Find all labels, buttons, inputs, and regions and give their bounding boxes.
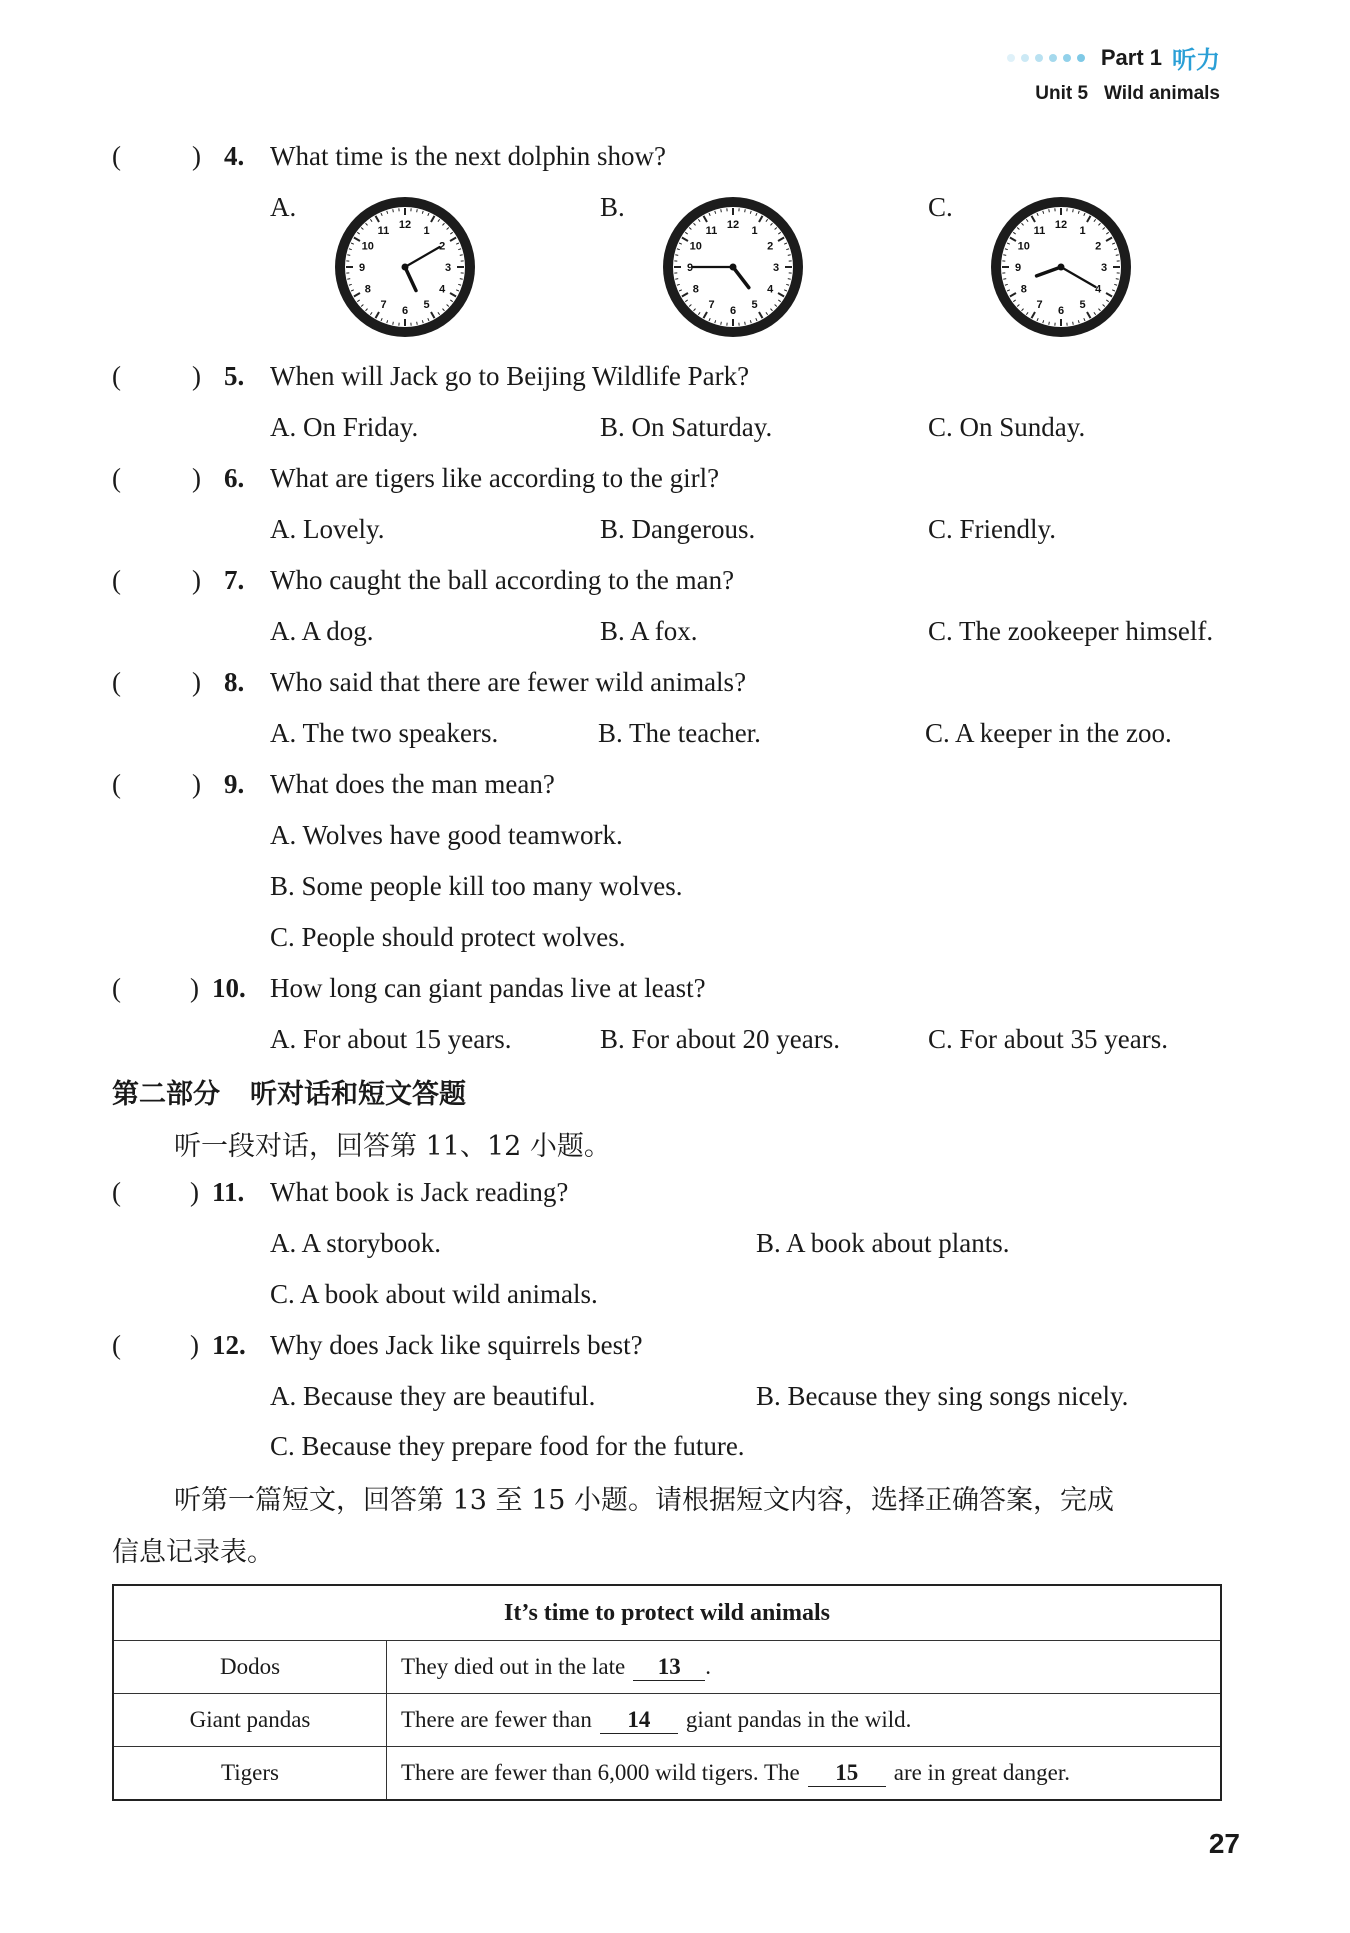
clock-numeral: 4	[767, 283, 774, 296]
question-6	[112, 458, 1262, 498]
clock-option-b-icon[interactable]	[660, 194, 806, 340]
clock-numeral: 2	[1095, 240, 1102, 253]
table-header-row	[113, 1585, 1221, 1641]
info-record-table	[112, 1584, 1222, 1801]
clock-numeral: 8	[1020, 283, 1027, 296]
question-number: 5.	[224, 360, 245, 391]
question-11	[112, 1172, 1262, 1212]
section-subtitle: 听对话和短文答题	[250, 1079, 466, 1110]
unit-label: Unit 5	[1035, 83, 1089, 104]
table-row-content	[387, 1747, 1222, 1801]
option-c[interactable]: C. The zookeeper himself.	[928, 615, 1214, 646]
clock-option-a-label[interactable]: A.	[270, 192, 297, 222]
clock-numeral: 6	[401, 305, 409, 317]
answer-paren-open[interactable]: (	[112, 768, 121, 799]
question-8	[112, 662, 1262, 702]
option-a[interactable]: A. The two speakers.	[270, 717, 499, 748]
question-4	[112, 136, 1262, 176]
question-number: 11.	[212, 1176, 245, 1207]
clock-numeral: 10	[361, 240, 374, 253]
table-row-content	[387, 1641, 1222, 1694]
question-text: What does the man mean?	[270, 768, 555, 799]
section-title	[112, 1072, 466, 1111]
clock-numeral: 2	[439, 240, 446, 253]
clock-numeral: 2	[767, 240, 774, 253]
question-number: 7.	[224, 564, 245, 595]
instruction-dialogue: 听一段对话，回答第 11、12 小题。	[174, 1131, 611, 1162]
question-text: Who caught the ball according to the man?	[270, 564, 735, 595]
option-b[interactable]: B. On Saturday.	[600, 411, 773, 442]
row-text-after: are in great danger.	[893, 1759, 1070, 1785]
answer-paren-close: )	[192, 768, 201, 799]
part-label: Part 1	[1100, 44, 1162, 70]
clock-option-a-icon[interactable]	[332, 194, 478, 340]
answer-paren-close: )	[190, 1176, 199, 1207]
instruction-passage: 听第一篇短文，回答第 13 至 15 小题。请根据短文内容，选择正确答案，完成	[174, 1485, 1115, 1516]
question-number: 8.	[224, 666, 245, 697]
part-chinese-label: 听力	[1172, 46, 1220, 74]
question-number: 6.	[224, 462, 245, 493]
option-a[interactable]: A. A dog.	[270, 615, 374, 646]
clock-numeral: 10	[1017, 240, 1030, 253]
option-b[interactable]: B. The teacher.	[598, 717, 761, 748]
unit-title: Wild animals	[1104, 83, 1220, 104]
answer-paren-open[interactable]: (	[112, 1176, 121, 1207]
row-text-before: There are fewer than	[401, 1706, 592, 1732]
question-10	[112, 968, 1262, 1008]
clock-option-c-icon[interactable]	[988, 194, 1134, 340]
option-c[interactable]: C. Friendly.	[928, 513, 1056, 544]
answer-paren-close: )	[190, 1329, 199, 1360]
table-row-content	[387, 1694, 1222, 1747]
answer-paren-close: )	[190, 972, 199, 1003]
clock-numeral: 4	[439, 283, 446, 296]
option-b[interactable]: B. Because they sing songs nicely.	[756, 1380, 1129, 1411]
clock-numeral: 12	[726, 219, 740, 231]
clock-numeral: 8	[692, 283, 699, 296]
question-number: 12.	[212, 1329, 246, 1360]
clock-numeral: 3	[1100, 262, 1108, 274]
question-text: When will Jack go to Beijing Wildlife Park?	[270, 360, 750, 391]
option-b[interactable]: B. Some people kill too many wolves.	[270, 870, 683, 901]
clock-numeral: 4	[1095, 283, 1102, 296]
answer-paren-close: )	[192, 360, 201, 391]
option-a[interactable]: A. For about 15 years.	[270, 1023, 512, 1054]
clock-option-c-label[interactable]: C.	[928, 192, 953, 222]
table-row	[113, 1747, 1221, 1801]
table-row	[113, 1641, 1221, 1694]
answer-paren-open[interactable]: (	[112, 666, 121, 697]
clock-numeral: 3	[444, 262, 452, 274]
row-text-before: There are fewer than 6,000 wild tigers. The	[401, 1759, 800, 1785]
answer-paren-open[interactable]: (	[112, 140, 121, 171]
clock-numeral: 6	[1057, 305, 1065, 317]
question-5	[112, 356, 1262, 396]
option-a[interactable]: A. A storybook.	[270, 1227, 442, 1258]
option-a[interactable]: A. Lovely.	[270, 513, 385, 544]
row-text-after: .	[705, 1653, 711, 1679]
clock-option-b-label[interactable]: B.	[600, 192, 625, 222]
option-c[interactable]: C. People should protect wolves.	[270, 921, 626, 952]
clock-numeral: 9	[358, 262, 366, 274]
answer-paren-open[interactable]: (	[112, 462, 121, 493]
answer-blank-14[interactable]: 14	[600, 1707, 678, 1734]
option-b[interactable]: B. Dangerous.	[600, 513, 756, 544]
clock-numeral: 6	[729, 305, 737, 317]
question-text: What time is the next dolphin show?	[270, 140, 666, 171]
clock-numeral: 9	[686, 262, 694, 274]
answer-paren-open[interactable]: (	[112, 360, 121, 391]
page-header	[1007, 40, 1220, 105]
question-text: How long can giant pandas live at least?	[270, 972, 706, 1003]
clock-numeral: 5	[423, 299, 430, 312]
clock-numeral: 10	[689, 240, 702, 253]
question-text: Why does Jack like squirrels best?	[270, 1329, 643, 1360]
option-b[interactable]: B. A book about plants.	[756, 1227, 1010, 1258]
decorative-dots-icon	[1007, 54, 1085, 62]
clock-numeral: 5	[1079, 299, 1086, 312]
answer-paren-open[interactable]: (	[112, 972, 121, 1003]
question-number: 9.	[224, 768, 245, 799]
question-number: 4.	[224, 140, 245, 171]
clock-numeral: 7	[1036, 299, 1043, 312]
clock-numeral: 12	[1054, 219, 1068, 231]
table-row-label: Tigers	[113, 1747, 387, 1801]
clock-numeral: 12	[398, 219, 412, 231]
option-b[interactable]: B. A fox.	[600, 615, 698, 646]
option-c[interactable]: C. For about 35 years.	[928, 1023, 1168, 1054]
clock-numeral: 11	[1033, 224, 1046, 237]
table-row	[113, 1694, 1221, 1747]
option-c[interactable]: C. A keeper in the zoo.	[925, 717, 1172, 748]
clock-numeral: 1	[1079, 224, 1086, 237]
page-number: 27	[1208, 1828, 1240, 1859]
option-c[interactable]: C. On Sunday.	[928, 411, 1086, 442]
question-text: What book is Jack reading?	[270, 1176, 569, 1207]
option-a[interactable]: A. On Friday.	[270, 411, 419, 442]
answer-blank-13[interactable]: 13	[633, 1654, 705, 1681]
clock-numeral: 3	[772, 262, 780, 274]
answer-paren-open[interactable]: (	[112, 564, 121, 595]
section-number: 第二部分	[112, 1079, 220, 1110]
option-a[interactable]: A. Because they are beautiful.	[270, 1380, 596, 1411]
answer-paren-close: )	[192, 666, 201, 697]
question-7	[112, 560, 1262, 600]
clock-numeral: 7	[380, 299, 387, 312]
table-title: It’s time to protect wild animals	[113, 1585, 1221, 1641]
clock-numeral: 5	[751, 299, 758, 312]
clock-numeral: 11	[377, 224, 390, 237]
clock-numeral: 11	[705, 224, 718, 237]
table-row-label: Dodos	[113, 1641, 387, 1694]
answer-paren-close: )	[192, 462, 201, 493]
option-b[interactable]: B. For about 20 years.	[600, 1023, 840, 1054]
question-text: Who said that there are fewer wild animals?	[270, 666, 747, 697]
answer-paren-close: )	[192, 564, 201, 595]
table-row-label: Giant pandas	[113, 1694, 387, 1747]
answer-blank-15[interactable]: 15	[808, 1760, 886, 1787]
option-c[interactable]: C. Because they prepare food for the future.	[270, 1430, 745, 1461]
question-12	[112, 1325, 1262, 1365]
row-text-after: giant pandas in the wild.	[685, 1706, 912, 1732]
clock-numeral: 9	[1014, 262, 1022, 274]
question-number: 10.	[212, 972, 246, 1003]
answer-paren-open[interactable]: (	[112, 1329, 121, 1360]
answer-paren-close: )	[192, 140, 201, 171]
clock-numeral: 1	[423, 224, 430, 237]
clock-numeral: 7	[708, 299, 715, 312]
option-a[interactable]: A. Wolves have good teamwork.	[270, 819, 623, 850]
option-c[interactable]: C. A book about wild animals.	[270, 1278, 598, 1309]
question-9	[112, 764, 1262, 804]
clock-numeral: 8	[364, 283, 371, 296]
clock-numeral: 1	[751, 224, 758, 237]
row-text-before: They died out in the late	[401, 1653, 626, 1679]
question-text: What are tigers like according to the girl?	[270, 462, 720, 493]
instruction-passage-continued: 信息记录表。	[112, 1537, 274, 1568]
